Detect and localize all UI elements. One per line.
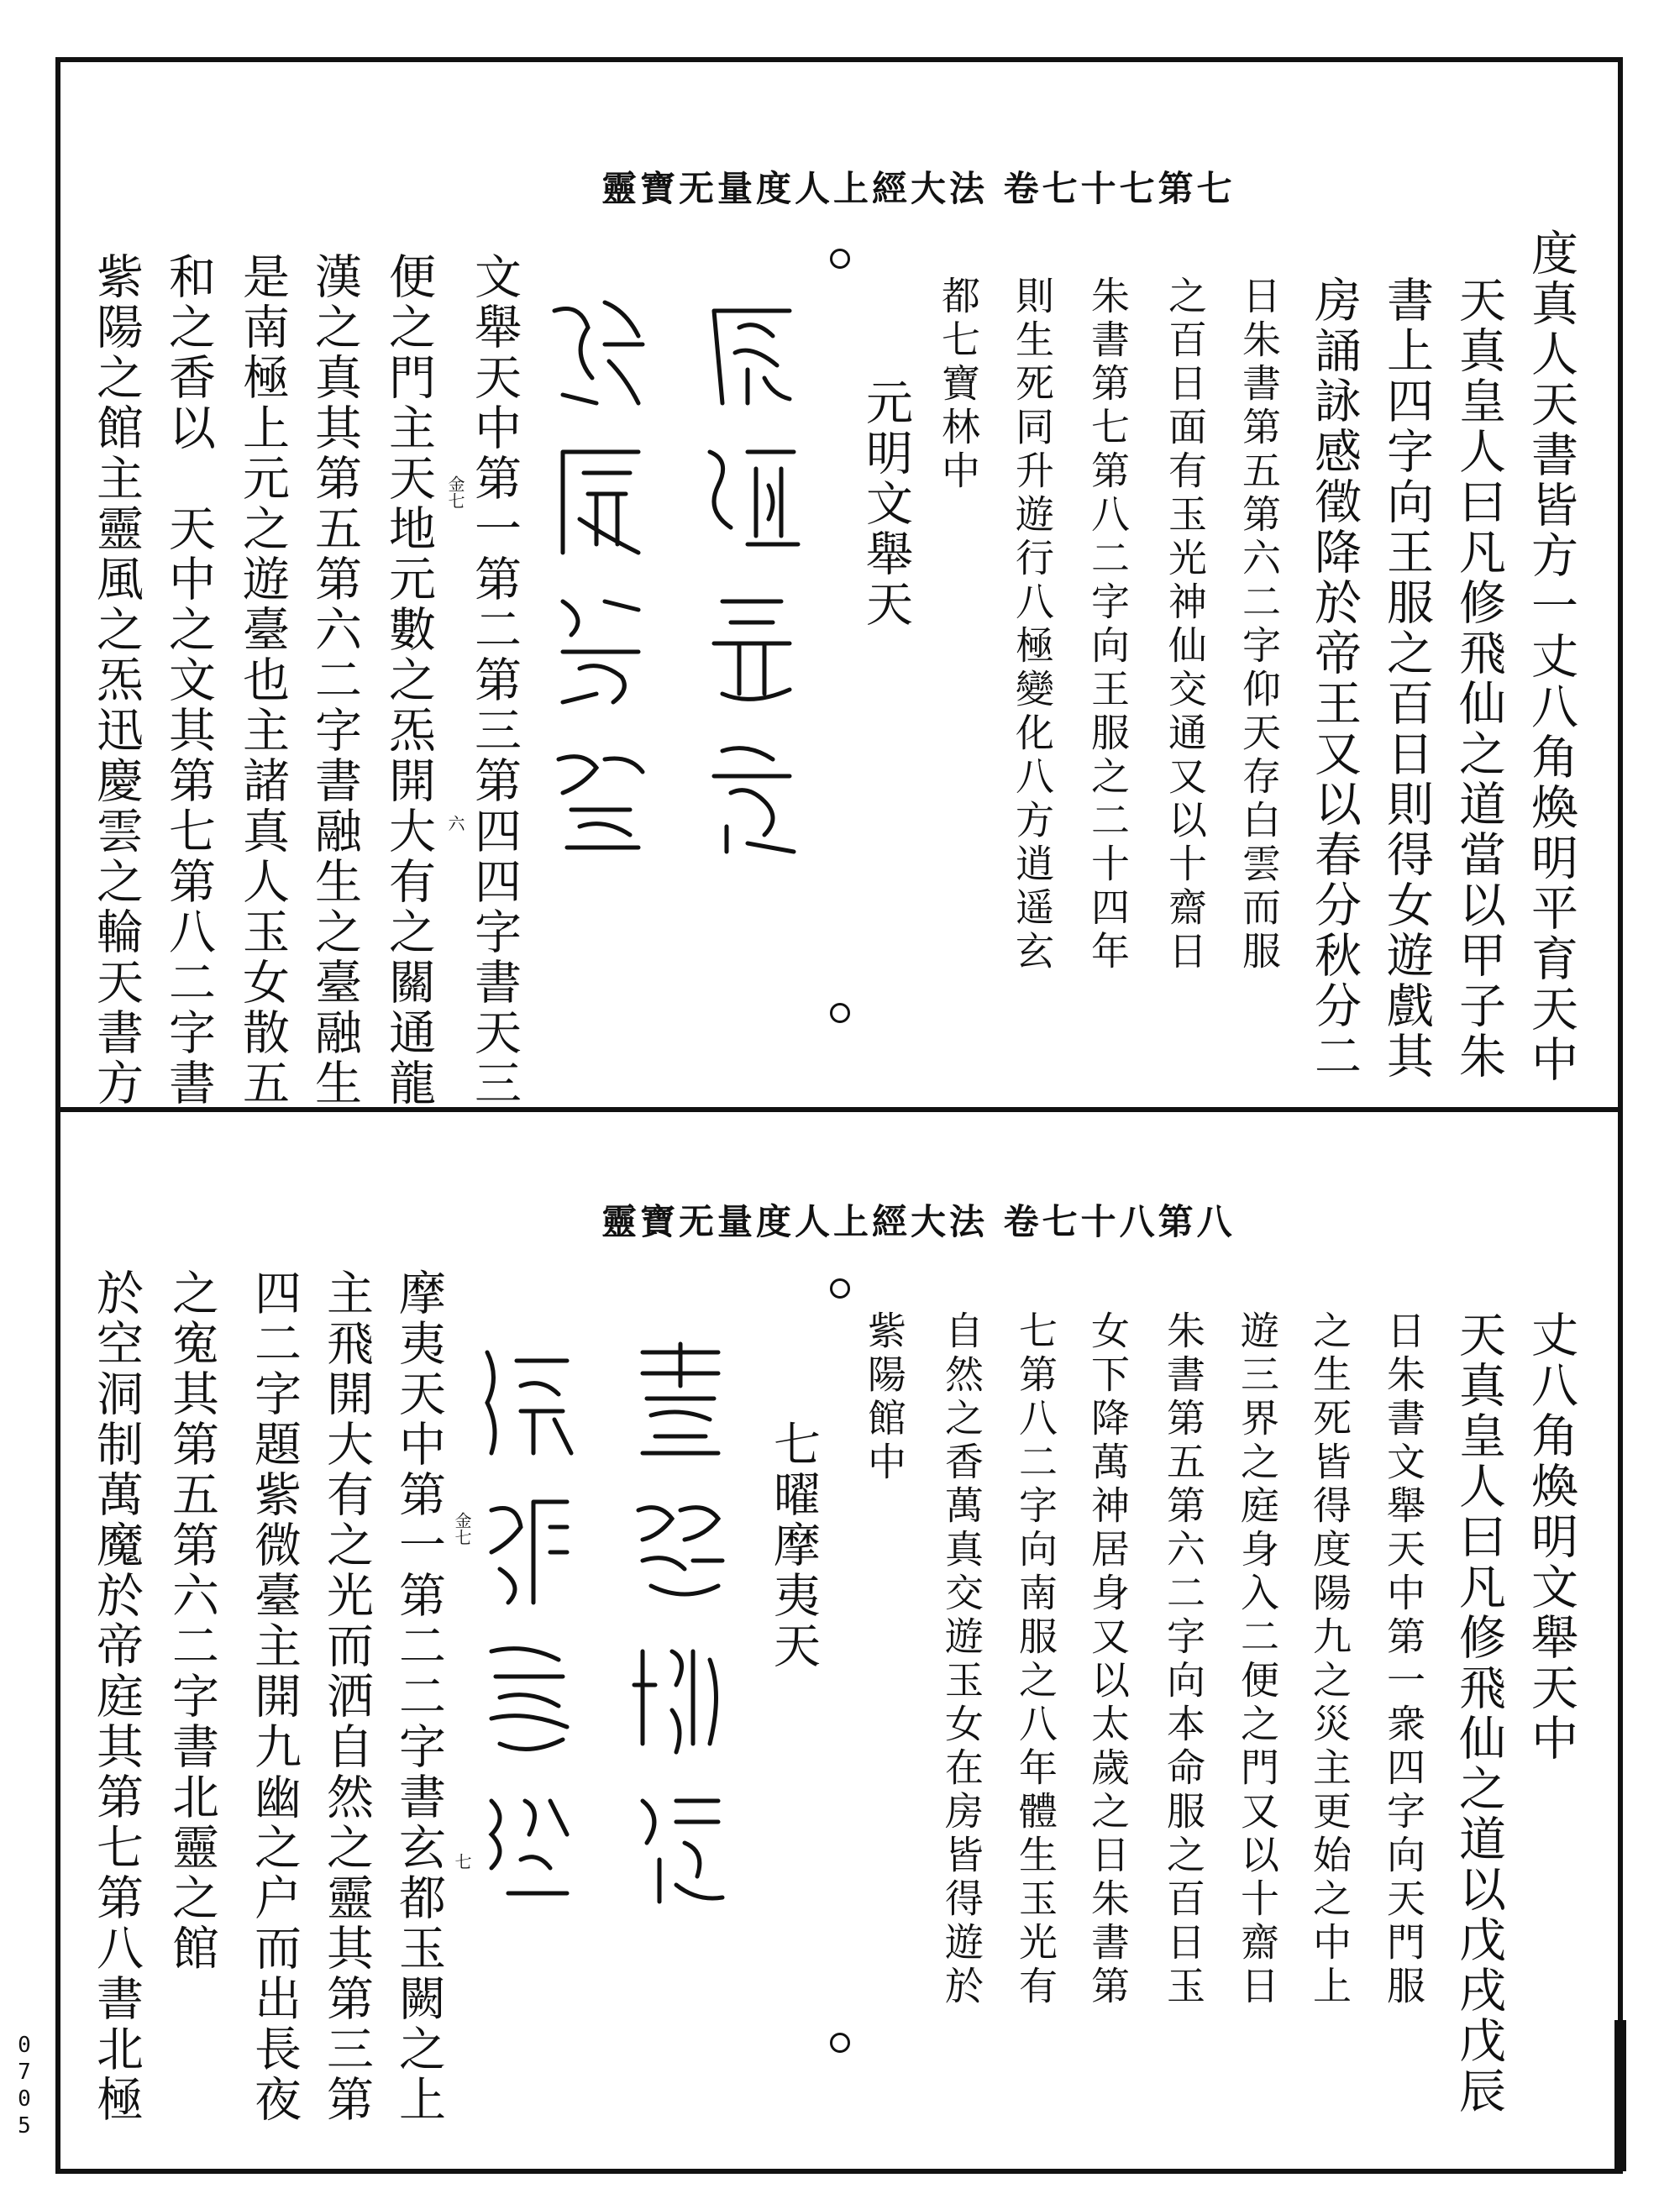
top-left-column-3: 漢之真其第五第六二字書融生之臺融生 — [307, 252, 362, 1109]
bottom-left-column-1: 摩夷天中第一第二二字書玄都玉闕之上 — [391, 1268, 446, 2125]
top-column-7: 朱書第七第八二字向王服之二十四年 — [1085, 276, 1131, 974]
seal-glyph — [475, 1485, 584, 1611]
seal-glyph — [475, 1784, 584, 1910]
seal-glyph-column-right — [689, 286, 815, 884]
top-left-column-1: 文舉天中第一第二第三第四四字書天三 — [467, 252, 522, 1109]
bottom-column-7: 女下降萬神居身又以太歲之日朱書第 — [1085, 1310, 1131, 2009]
seal-glyph — [546, 435, 655, 561]
bottom-column-6: 朱書第五第六二字向本命服之百日玉 — [1161, 1310, 1206, 2009]
bottom-left-column-5: 於空洞制萬魔於帝庭其第七第八書北極 — [89, 1268, 144, 2125]
page-number: 0705 — [12, 2033, 37, 2140]
top-column-4: 房誦詠感徵降於帝王又以春分秋分二 — [1307, 276, 1362, 1082]
circle-mark — [830, 2033, 850, 2053]
seal-glyph — [475, 1635, 584, 1761]
bottom-left-column-3: 四二字題紫微臺主開九幽之户而出長夜 — [247, 1268, 302, 2125]
top-column-6: 之百日面有玉光神仙交通又以十齋日 — [1163, 276, 1208, 974]
seal-glyph — [546, 734, 655, 860]
seal-glyph-column-right — [617, 1336, 743, 1934]
seal-glyph — [697, 585, 806, 711]
bottom-title-column: 七曜摩夷天 — [766, 1420, 821, 1672]
seal-glyph — [697, 435, 806, 561]
bottom-column-10: 紫陽館中 — [862, 1310, 907, 1485]
bottom-column-1: 丈八角煥明文舉天中 — [1524, 1310, 1578, 1764]
circle-mark — [830, 1003, 850, 1023]
bottom-left-column-4: 之寃其第五第六二字書北靈之館 — [165, 1268, 219, 1974]
seal-glyph — [546, 585, 655, 711]
seal-glyph — [697, 286, 806, 412]
bottom-column-8: 七第八二字向南服之八年體生玉光有 — [1013, 1310, 1058, 2009]
seal-glyph — [697, 734, 806, 860]
seal-glyph — [626, 1784, 735, 1910]
top-left-column-6: 紫陽之館主靈風之炁迅慶雲之輪天書方 — [89, 252, 144, 1109]
seal-glyph — [546, 286, 655, 412]
frame-edge-mark — [1614, 2020, 1626, 2171]
seal-glyph — [626, 1635, 735, 1761]
top-panel-header: 靈寶无量度人上經大法 卷七十七第七 — [601, 168, 1236, 209]
bottom-panel-header: 靈寶无量度人上經大法 卷七十八第八 — [601, 1201, 1236, 1242]
bottom-column-2: 天真皇人曰凡修飛仙之道以戊戌戊辰 — [1452, 1310, 1506, 2117]
seal-glyph-column-left — [466, 1336, 592, 1934]
seal-glyph — [475, 1336, 584, 1462]
seal-glyph — [626, 1485, 735, 1611]
circle-mark — [830, 249, 850, 269]
top-column-9: 都七寶林中 — [936, 276, 981, 494]
circle-mark — [830, 1278, 850, 1299]
bottom-column-5: 遊三界之庭身入二便之門又以十齋日 — [1235, 1310, 1280, 2009]
margin-note: 七 — [452, 1853, 472, 1870]
top-column-2: 天真皇人曰凡修飛仙之道當以甲子朱 — [1452, 276, 1506, 1082]
margin-note: 六 — [445, 815, 465, 832]
bottom-left-column-2: 主飛開大有之光而洒自然之靈其第三第 — [319, 1268, 374, 2125]
seal-glyph — [626, 1336, 735, 1462]
top-column-5: 日朱書第五第六二字仰天存白雲而服 — [1236, 276, 1282, 974]
top-left-column-5: 和之香以 天中之文其第七第八二字書 — [161, 252, 216, 1109]
top-column-1: 度真人天書皆方一丈八角煥明平育天中 — [1524, 228, 1578, 1085]
bottom-column-4: 之生死皆得度陽九之災主更始之中上 — [1307, 1310, 1352, 2009]
seal-glyph-column-left — [538, 286, 664, 884]
top-title-column: 元明文舉天 — [858, 378, 913, 630]
margin-note: 金七 — [452, 1512, 472, 1546]
margin-note: 金七 — [445, 475, 465, 509]
top-column-8: 則生死同升遊行八極變化八方逍遥玄 — [1010, 276, 1055, 974]
panel-divider — [55, 1107, 1623, 1112]
top-left-column-2: 便之門主天地元數之炁開大有之關通龍 — [381, 252, 436, 1109]
bottom-column-9: 自然之香萬真交遊玉女在房皆得遊於 — [939, 1310, 984, 2009]
bottom-column-3: 日朱書文舉天中第一衆四字向天門服 — [1381, 1310, 1426, 2009]
top-column-3: 書上四字向王服之百日則得女遊戲其 — [1379, 276, 1434, 1082]
top-left-column-4: 是南極上元之遊臺也主諸真人玉女散五 — [235, 252, 290, 1109]
